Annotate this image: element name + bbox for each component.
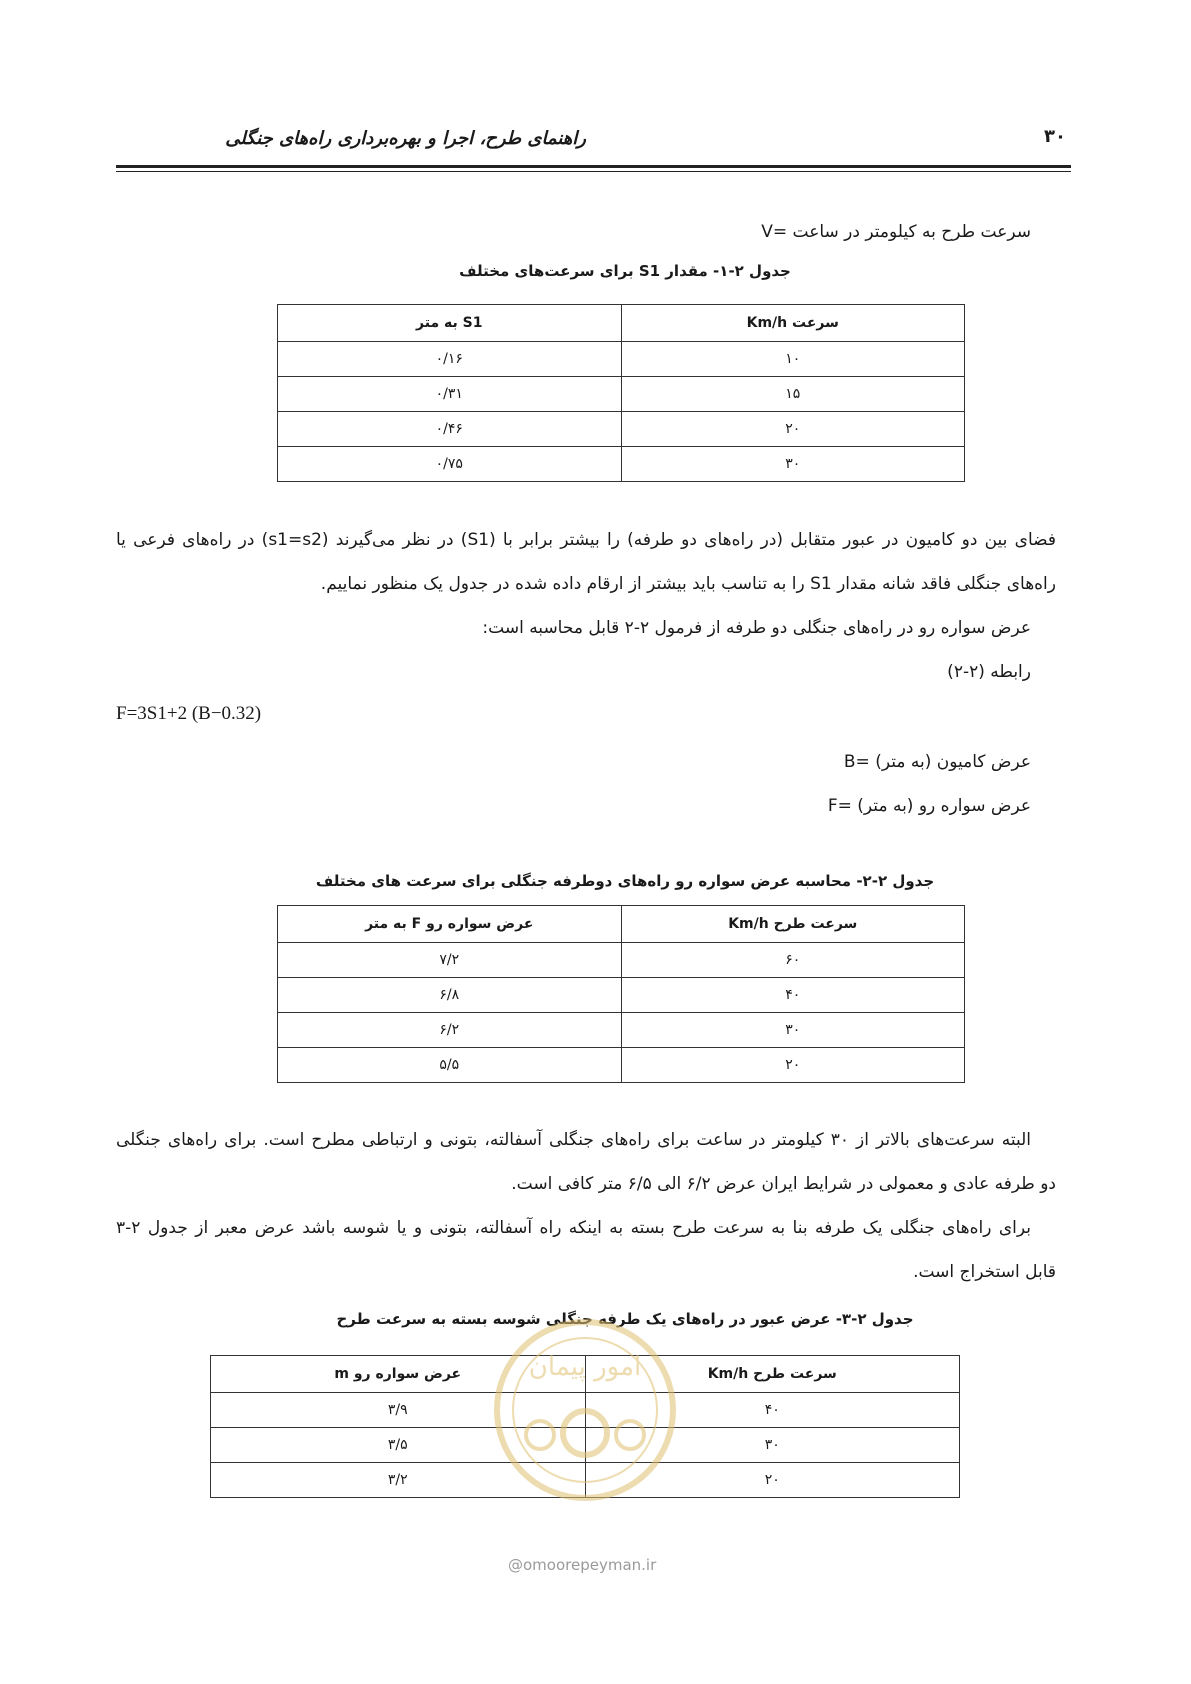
table1 [277,304,965,482]
table1-caption: جدول ۲-۱- مقدار S1 برای سرعت‌های مختلف [459,262,791,280]
table-cell: ۳۰ [585,1428,960,1463]
table3-header-speed: سرعت طرح Km/h [585,1356,960,1393]
table-cell: ۳۰ [621,1013,965,1048]
table-cell: ۰/۴۶ [278,412,622,447]
table-row [278,1013,965,1048]
v-definition: V= سرعت طرح به کیلومتر در ساعت [761,222,1031,242]
para2-line1: البته سرعت‌های بالاتر از ۳۰ کیلومتر در ساعت برای راه‌های جنگلی آسفالته، بتونی و ارتباطی مطرح است. برای راه‌های جنگلی [116,1130,1031,1150]
seal-logo [490,1315,680,1505]
para1-line2: راه‌های جنگلی فاقد شانه مقدار S1 را به تناسب باید بیشتر از ارقام داده شده در جدول یک منظور نماییم. [320,574,1056,594]
table2-header-speed: سرعت طرح Km/h [621,906,965,943]
f-definition: F= عرض سواره رو (به متر) [827,796,1031,816]
page-number: ۳۰ [1044,126,1066,147]
table-cell: ۵/۵ [278,1048,622,1083]
table-row [278,447,965,482]
para2-line4: قابل استخراج است. [913,1262,1056,1282]
table-row [278,377,965,412]
table-cell: ۲۰ [621,1048,965,1083]
table-cell: ۲۰ [621,412,965,447]
gear-icon [616,1421,644,1449]
table1-header-speed: سرعت Km/h [621,305,965,342]
table-cell: ۶/۲ [278,1013,622,1048]
table-cell: ۰/۳۱ [278,377,622,412]
table-cell: ۱۵ [621,377,965,412]
table-row [278,412,965,447]
table-cell: ۰/۷۵ [278,447,622,482]
table2 [277,905,965,1083]
para1-line1: فضای بین دو کامیون در عبور متقابل (در راه‌های دو طرفه) را بیشتر برابر با (S1) در نظر می‌گیرند (s1=s2) در راه‌های فرعی یا [116,530,1056,550]
table2-header-width: عرض سواره رو F به متر [278,906,622,943]
table2-caption: جدول ۲-۲- محاسبه عرض سواره رو راه‌های دوطرفه جنگلی برای سرعت های مختلف [315,872,935,890]
header-rule-thin [116,171,1071,172]
scale-icon [526,1421,554,1449]
table-cell: ۳۰ [621,447,965,482]
table-header-row [278,305,965,342]
table-cell: ۴۰ [585,1393,960,1428]
formula: F=3S1+2 (B−0.32) [116,703,262,724]
table-row [278,1048,965,1083]
para2-line3: برای راه‌های جنگلی یک طرفه بنا به سرعت طرح بسته به اینکه راه آسفالته، بتونی و یا شوسه باشد عرض معبر از جدول ۲-۳ [116,1218,1031,1238]
watermark-url: @omoorepeyman.ir [508,1556,657,1574]
table-cell: ۴۰ [621,978,965,1013]
header-rule-thick [116,165,1071,168]
table1-header-s1: S1 به متر [278,305,622,342]
table-cell: ۶۰ [621,943,965,978]
b-definition: B= عرض کامیون (به متر) [843,752,1031,772]
para1-line3: عرض سواره رو در راه‌های جنگلی دو طرفه از فرمول ۲-۲ قابل محاسبه است: [482,618,1031,638]
table-cell: ۲۰ [585,1463,960,1498]
table-row [278,342,965,377]
gear-icon [563,1411,607,1455]
seal-text: امور پیمان [528,1352,642,1382]
table3-caption: جدول ۲-۳- عرض عبور در راه‌های یک طرفه جنگلی شوسه بسته به سرعت طرح [336,1310,914,1328]
table-header-row [278,906,965,943]
table-row [278,943,965,978]
table-cell: ۰/۱۶ [278,342,622,377]
table-cell: ۳/۵ [211,1428,586,1463]
table-cell: ۳/۹ [211,1393,586,1428]
table-cell: ۷/۲ [278,943,622,978]
running-header-title: راهنمای طرح، اجرا و بهره‌برداری راه‌های جنگلی [225,128,586,149]
table3-header-width: عرض سواره رو m [211,1356,586,1393]
table-cell: ۶/۸ [278,978,622,1013]
para2-line2: دو طرفه عادی و معمولی در شرایط ایران عرض ۶/۲ الی ۶/۵ متر کافی است. [511,1174,1056,1194]
table-cell: ۳/۲ [211,1463,586,1498]
table-cell: ۱۰ [621,342,965,377]
para1-line4: رابطه (۲-۲) [947,662,1031,682]
table-row [278,978,965,1013]
